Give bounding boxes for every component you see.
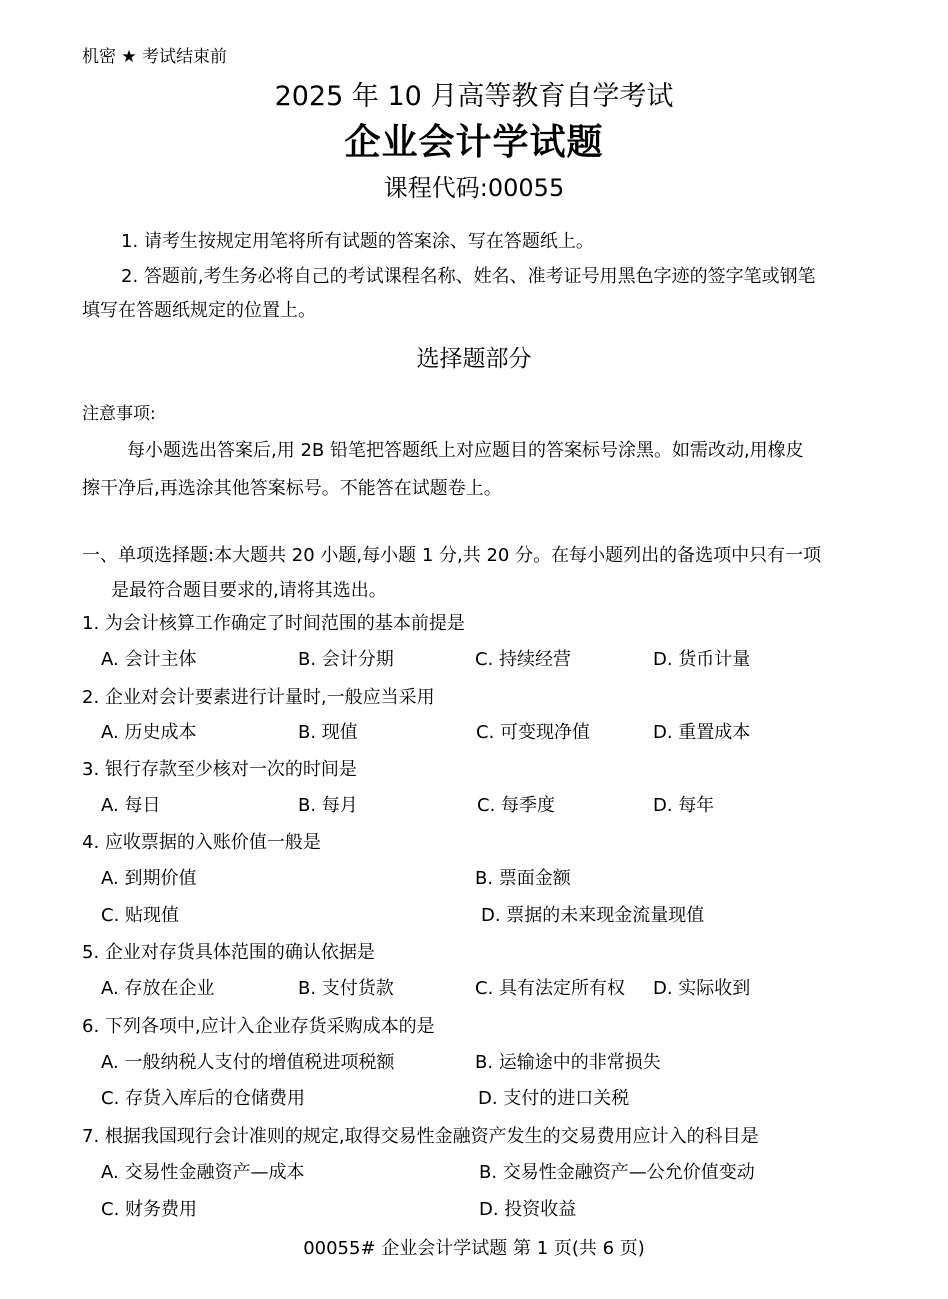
option: C. 每季度	[477, 795, 556, 816]
section-title: 选择题部分	[416, 346, 532, 372]
option: D. 票据的未来现金流量现值	[481, 905, 705, 926]
option: A. 每日	[101, 795, 161, 816]
paper-title: 企业会计学试题	[344, 122, 604, 163]
option: B. 支付货款	[298, 978, 394, 999]
part-heading: 一、单项选择题:本大题共 20 小题,每小题 1 分,共 20 分。在每小题列出的备选项中只有一项	[82, 545, 822, 566]
option: C. 持续经营	[475, 649, 572, 670]
option: C. 贴现值	[101, 905, 180, 926]
instruction-1: 1. 请考生按规定用笔将所有试题的答案涂、写在答题纸上。	[121, 231, 594, 252]
option: B. 交易性金融资产—公允价值变动	[479, 1162, 755, 1183]
question-stem: 6. 下列各项中,应计入企业存货采购成本的是	[82, 1016, 435, 1037]
option: D. 支付的进口关税	[478, 1088, 630, 1109]
question-stem: 4. 应收票据的入账价值一般是	[82, 832, 321, 853]
option: D. 每年	[653, 795, 715, 816]
confidential-label: 机密 ★ 考试结束前	[82, 47, 228, 67]
option: C. 具有法定所有权	[475, 978, 626, 999]
option: D. 货币计量	[653, 649, 751, 670]
instruction-2-cont: 填写在答题纸规定的位置上。	[82, 300, 316, 321]
option: A. 交易性金融资产—成本	[101, 1162, 305, 1183]
question-stem: 2. 企业对会计要素进行计量时,一般应当采用	[82, 687, 435, 708]
option: A. 存放在企业	[101, 978, 215, 999]
question-stem: 7. 根据我国现行会计准则的规定,取得交易性金融资产发生的交易费用应计入的科目是	[82, 1126, 759, 1147]
question-stem: 5. 企业对存货具体范围的确认依据是	[82, 942, 375, 963]
option: B. 票面金额	[475, 868, 571, 889]
option: A. 历史成本	[101, 722, 197, 743]
option: C. 存货入库后的仓储费用	[101, 1088, 306, 1109]
option: B. 现值	[298, 722, 358, 743]
option: A. 到期价值	[101, 868, 197, 889]
notice-line-1: 每小题选出答案后,用 2B 铅笔把答题纸上对应题目的答案标号涂黑。如需改动,用橡皮	[127, 440, 804, 461]
notice-heading: 注意事项:	[82, 404, 156, 424]
option: A. 一般纳税人支付的增值税进项税额	[101, 1052, 395, 1073]
option: D. 实际收到	[653, 978, 751, 999]
option: D. 投资收益	[479, 1199, 577, 1220]
option: B. 每月	[298, 795, 358, 816]
page-footer: 00055# 企业会计学试题 第 1 页(共 6 页)	[303, 1238, 645, 1259]
option: D. 重置成本	[653, 722, 751, 743]
option: C. 财务费用	[101, 1199, 198, 1220]
option: C. 可变现净值	[476, 722, 591, 743]
exam-title: 2025 年 10 月高等教育自学考试	[274, 81, 674, 112]
instruction-2: 2. 答题前,考生务必将自己的考试课程名称、姓名、准考证号用黑色字迹的签字笔或钢笔	[121, 266, 816, 287]
notice-line-2: 擦干净后,再选涂其他答案标号。不能答在试题卷上。	[82, 478, 502, 499]
question-stem: 1. 为会计核算工作确定了时间范围的基本前提是	[82, 613, 465, 634]
part-heading-cont: 是最符合题目要求的,请将其选出。	[111, 580, 387, 601]
question-stem: 3. 银行存款至少核对一次的时间是	[82, 759, 357, 780]
option: B. 会计分期	[298, 649, 394, 670]
option: B. 运输途中的非常损失	[475, 1052, 661, 1073]
option: A. 会计主体	[101, 649, 197, 670]
course-code: 课程代码:00055	[383, 174, 565, 202]
